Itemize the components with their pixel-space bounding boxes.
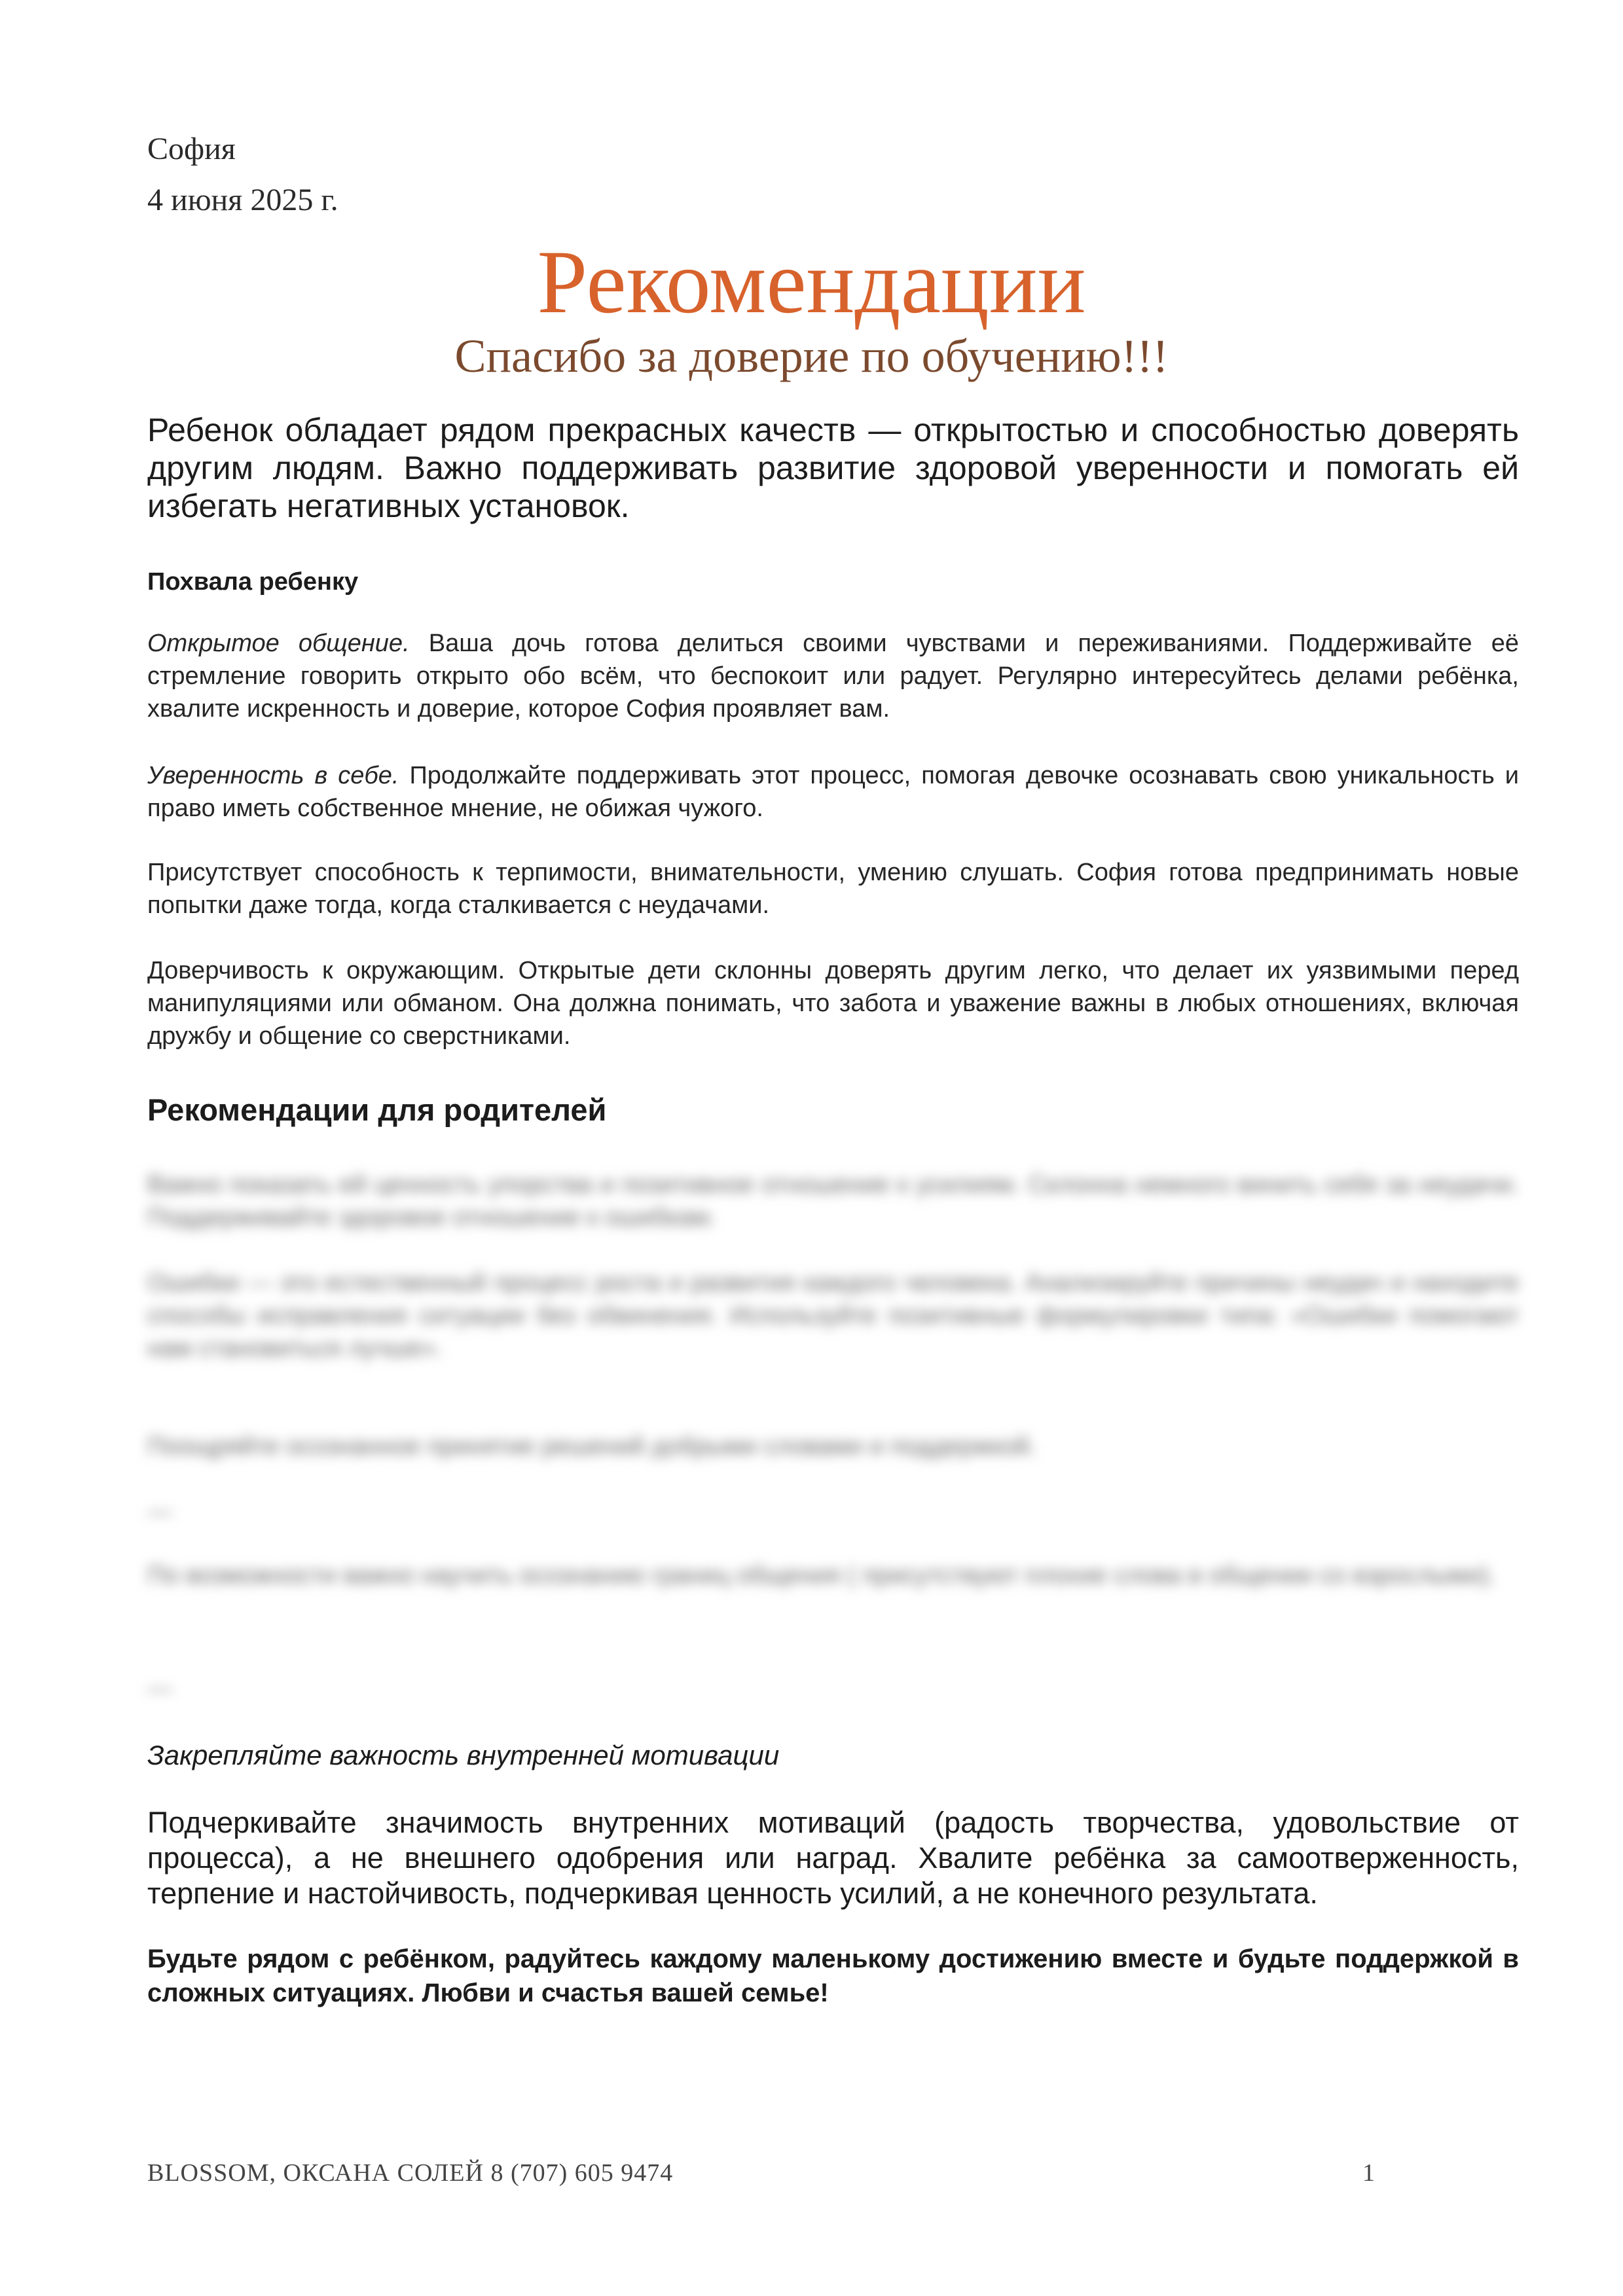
page-title: Рекомендации (537, 232, 1086, 332)
recipient-name: София (147, 132, 236, 166)
blurred-paragraph-mistakes: Ошибки — это естественный процесс роста и развития каждого человека. Анализируйте причины неудач и находите способы исправления ситуации без обвинения. Используйте позитивные формулировки типа: «Ошибки помогают нам становиться лучше». (147, 1269, 1519, 1362)
footer-contact: BLOSSOM, ОКСАНА СОЛЕЙ 8 (707) 605 9474 (147, 2159, 674, 2187)
praise-paragraph-trust: Доверчивость к окружающим. Открытые дети склонны доверять другим легко, что делает их уязвимыми перед манипуляциями или обманом. Она должна понимать, что забота и уважение важны в любых отношениях, включая дружбу и общение со сверстниками. (147, 957, 1519, 1050)
blurred-dash-divider-2: — (147, 1675, 172, 1702)
intro-paragraph: Ребенок обладает рядом прекрасных качеств — открытостью и способностью доверять другим людям. Важно поддерживать развитие здоровой уверенности и помогать ей избегать негативных установок. (147, 412, 1519, 524)
parents-heading: Рекомендации для родителей (147, 1092, 607, 1127)
blurred-paragraph-decisions: Поощряйте осознанное принятие решений добрыми словами и поддержкой. (147, 1433, 1036, 1460)
praise-paragraph-tolerance: Присутствует способность к терпимости, внимательности, умению слушать. София готова предпринимать новые попытки даже тогда, когда сталкивается с неудачами. (147, 859, 1519, 919)
praise-paragraph-open-communication (147, 627, 1519, 725)
document-date: 4 июня 2025 г. (147, 183, 338, 217)
praise-p2-lead: Уверенность в себе. (147, 762, 399, 789)
blurred-paragraph-persistence: Важно показать ей ценность упорства и позитивное отношение к усилиям. Склонна немного винить себя за неудачи. Поддерживайте здоровое отношение к ошибкам. (147, 1171, 1519, 1231)
motivation-paragraph: Подчеркивайте значимость внутренних мотиваций (радость творчества, удовольствие от процесса), а не внешнего одобрения или наград. Хвалите ребёнка за самоотверженность, терпение и настойчивость, подчеркивая ценность усилий, а не конечного результата. (147, 1806, 1519, 1910)
closing-paragraph: Будьте рядом с ребёнком, радуйтесь каждому маленькому достижению вместе и будьте поддержкой в сложных ситуациях. Любви и счастья вашей семье! (147, 1945, 1519, 2007)
blurred-paragraph-boundaries: По возможности важно научить осознанию границ общения ( присутствуют плохие слова в общении со взрослыми). (147, 1562, 1496, 1589)
page-number: 1 (1362, 2159, 1375, 2187)
praise-paragraph-confidence (147, 759, 1519, 825)
praise-p1-lead: Открытое общение. (147, 630, 410, 657)
blurred-dash-divider: — (147, 1498, 172, 1526)
praise-heading: Похвала ребенку (147, 568, 359, 596)
page-subtitle: Спасибо за доверие по обучению!!! (454, 330, 1169, 382)
praise-p1-text: Ваша дочь готова делиться своими чувствами и переживаниями. Поддерживайте её стремление говорить открыто обо всём, что беспокоит или радует. Регулярно интересуйтесь делами ребёнка, хвалите искренность и доверие, которое София проявляет вам. (147, 630, 1519, 723)
praise-p2-text: Продолжайте поддерживать этот процесс, помогая девочке осознавать свою уникальность и право иметь собственное мнение, не обижая чужого. (147, 762, 1519, 822)
motivation-heading: Закрепляйте важность внутренней мотивации (147, 1740, 780, 1770)
